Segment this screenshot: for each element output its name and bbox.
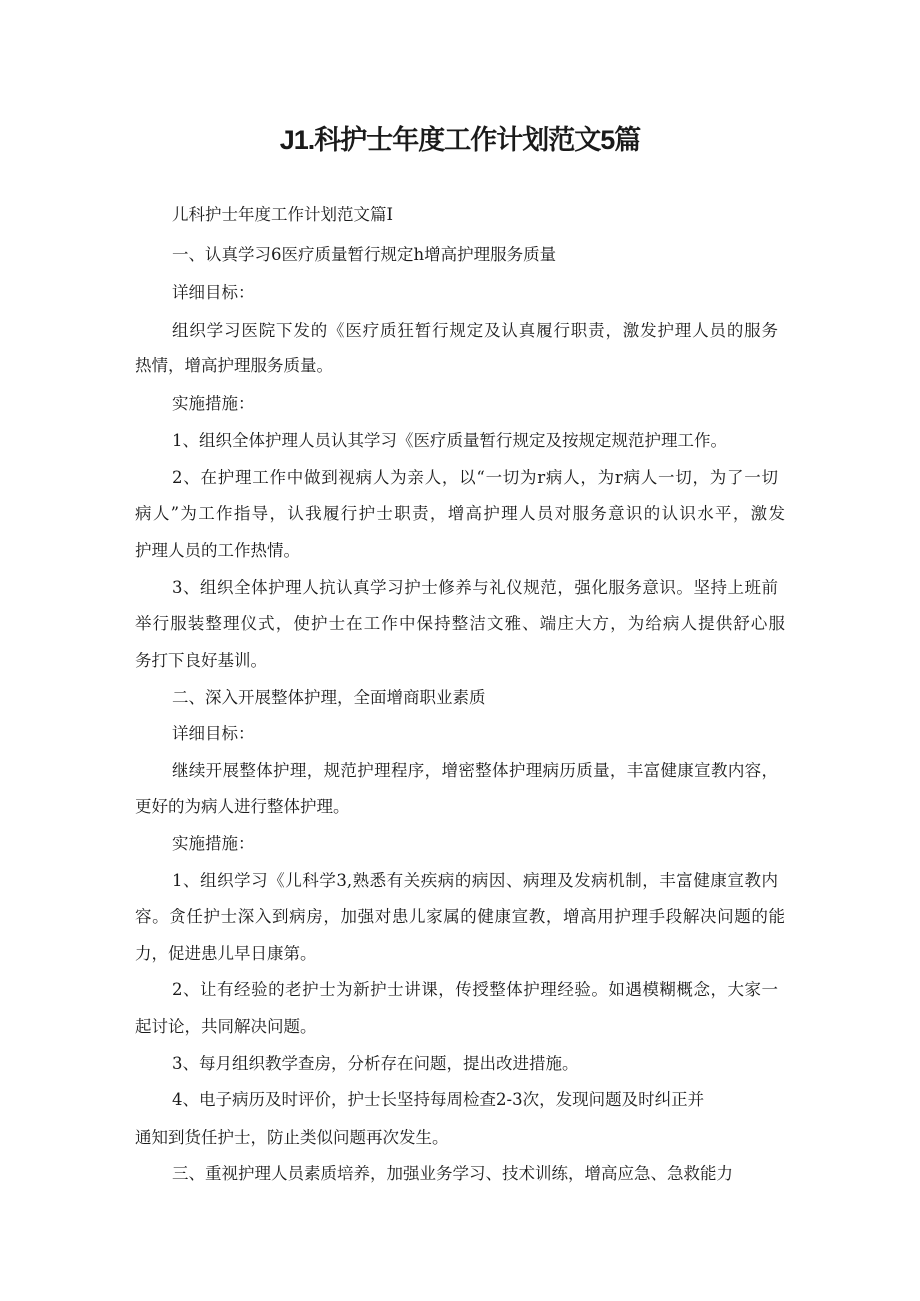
paragraph-line: 继续开展整体护理，规范护理程序，增密整体护理病历质量，丰富健康宣教内容， xyxy=(172,761,778,780)
label: 详细目标： xyxy=(172,724,255,743)
section-heading: 儿科护士年度工作计划范文篇I xyxy=(172,205,394,224)
paragraph-line: 容。贪任护士深入到病房，加强对患儿家属的健康宣教，增高用护理手段解决问题的能 xyxy=(135,907,785,926)
label: 实施措施： xyxy=(172,834,255,853)
paragraph-line: 2、在护理工作中做到视病人为亲人，以“一切为r病人，为r病人一切，为了一切 xyxy=(172,468,778,487)
paragraph-line: 4、电子病历及时评价，护士长坚持每周检查2-3次，发现问题及时纠正并 xyxy=(172,1090,705,1109)
paragraph-line: 务打下良好基训。 xyxy=(135,651,267,670)
paragraph-line: 护理人员的工作热情。 xyxy=(135,541,300,560)
paragraph-line: 力，促进患儿早日康第。 xyxy=(135,944,317,963)
document-title: J1.科护士年度工作计划范文5篇 xyxy=(279,125,641,155)
paragraph-line: 3、每月组织教学查房，分析存在问题，提出改进措施。 xyxy=(172,1054,579,1073)
label: 详细目标： xyxy=(172,283,255,302)
paragraph-line: 举行服装整理仪式，使护士在工作中保持整洁文雅、端庄大方，为给病人提供舒心服 xyxy=(135,614,785,633)
paragraph-line: 3、组织全体护理人抗认真学习护士修养与礼仪规范，强化服务意识。坚持上班前 xyxy=(172,578,778,597)
item-heading: 一、认真学习6医疗质量暂行规定h增高护理服务质量 xyxy=(172,245,557,264)
paragraph-line: 通知到货任护士，防止类似问题再次发生。 xyxy=(135,1128,449,1147)
paragraph-line: 热情，增高护理服务质量。 xyxy=(135,356,333,375)
paragraph-line: 1、组织学习《儿科学3,熟悉有关疾病的病因、病理及发病机制，丰富健康宣教内 xyxy=(172,871,778,890)
item-heading: 二、深入开展整体护理，全面增商职业素质 xyxy=(172,688,486,707)
paragraph-line: 2、让有经验的老护士为新护士讲课，传授整体护理经验。如遇模糊概念，大家一 xyxy=(172,980,778,999)
paragraph-line: 组织学习医院下发的《医疗质狂暂行规定及认真履行职责，激发护理人员的服务 xyxy=(172,321,778,340)
paragraph-line: 更好的为病人进行整体护理。 xyxy=(135,797,350,816)
paragraph-line: 起讨论，共同解决问题。 xyxy=(135,1017,317,1036)
item-heading: 三、重视护理人员素质培养，加强业务学习、技术训练，增高应急、急救能力 xyxy=(172,1164,733,1183)
paragraph-line: 病人”为工作指导，认我履行护士职责，增高护理人员对服务意识的认识水平，激发 xyxy=(135,504,785,523)
label: 实施措施： xyxy=(172,394,255,413)
paragraph-line: 1、组织全体护理人员认其学习《医疗质量暂行规定及按规定规范护理工作。 xyxy=(172,431,727,450)
